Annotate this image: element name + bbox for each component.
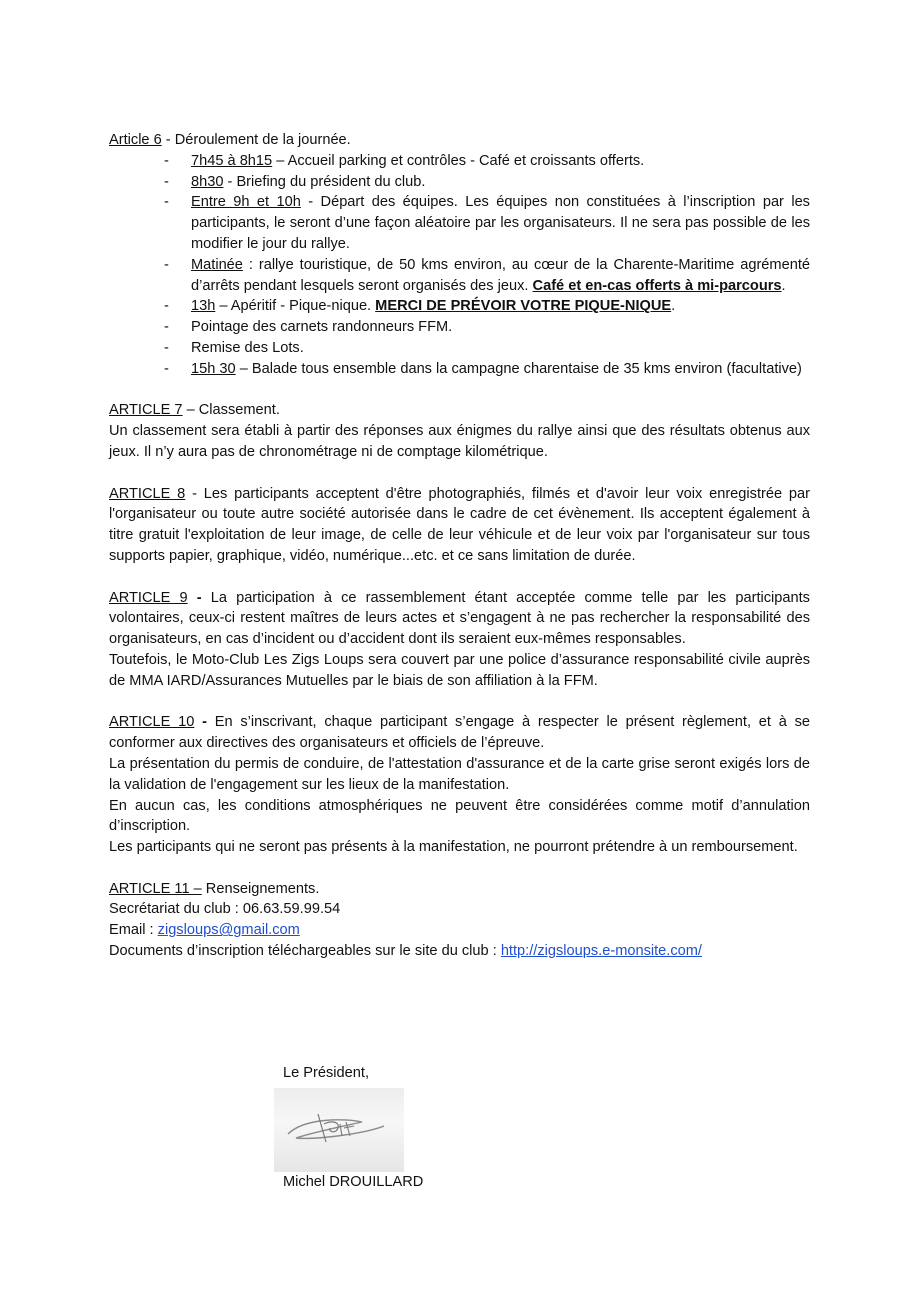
article8-body: - Les participants acceptent d'être photographiés, filmés et d'avoir leur voix enregistrée par l'organisateur ou toute autre société autorisée dans le cadre de cet évènement. Ils acceptent également à titre gratuit l'exploitation de leur image, de celle de leur véhicule et de leur voix par l'organisateur sur tous supports papier, graphique, vidéo, numérique...etc. et ce sans limitation de durée.: [109, 485, 811, 564]
article10-body2: La présentation du permis de conduire, de l'attestation d'assurance et de la carte grise seront exigés lors de la validation de l'engagement sur les lieux de la manifestation.: [109, 755, 810, 793]
article6-schedule-list: [109, 151, 810, 380]
email-link[interactable]: zigsloups@gmail.com: [157, 922, 300, 939]
schedule-emphasis: Café et en-cas offerts à mi-parcours: [532, 277, 782, 294]
dash-marker: -: [164, 360, 169, 377]
dash-marker: -: [164, 173, 169, 190]
list-item: [109, 359, 810, 380]
article7-heading: [109, 400, 810, 421]
article9-paragraph: [109, 588, 810, 650]
dash-marker: -: [164, 194, 169, 211]
schedule-after: .: [671, 298, 676, 315]
schedule-emphasis: MERCI DE PRÉVOIR VOTRE PIQUE-NIQUE: [375, 298, 672, 315]
dash-marker: -: [164, 319, 169, 336]
schedule-time: Matinée: [191, 256, 243, 273]
schedule-time: 15h 30: [191, 360, 236, 377]
schedule-text: – Balade tous ensemble dans la campagne charentaise de 35 kms environ (facultative): [235, 360, 802, 377]
article11-label: ARTICLE 11 –: [109, 880, 202, 897]
article9-body: La participation à ce rassemblement étant acceptée comme telle par les participants volontaires, ceux-ci restent maîtres de leurs actes et s’engagent à ne pas rechercher la responsabilité des organisateurs, en cas d’incident ou d’accident dont ils seraient eux-mêmes responsables.: [109, 589, 810, 648]
dash-marker: -: [164, 152, 169, 169]
schedule-time: 8h30: [191, 173, 224, 190]
article10-body3: En aucun cas, les conditions atmosphériques ne peuvent être considérées comme motif d’annulation d’inscription.: [109, 797, 810, 835]
dash-marker: -: [164, 298, 169, 315]
article10-label: ARTICLE 10: [109, 714, 195, 731]
dash-marker: -: [164, 339, 169, 356]
article7-title: – Classement.: [182, 402, 280, 419]
schedule-after: .: [781, 277, 786, 294]
article9-body2: Toutefois, le Moto-Club Les Zigs Loups sera couvert par une police d’assurance responsabilité civile auprès de MMA IARD/Assurances Mutuelles par le biais de son affiliation à la FFM.: [109, 651, 810, 689]
article10-paragraph: [109, 712, 810, 754]
article7-label: ARTICLE 7: [109, 402, 183, 419]
signature-drawing: [274, 1088, 404, 1172]
article6-heading: [109, 130, 810, 151]
article6-label: Article 6: [109, 132, 162, 148]
signatory-name: Michel DROUILLARD: [283, 1174, 424, 1190]
article9-label: ARTICLE 9: [109, 589, 188, 606]
secretariat-phone: Secrétariat du club : 06.63.59.99.54: [109, 901, 341, 918]
schedule-text: Remise des Lots.: [191, 339, 304, 356]
article6-title: - Déroulement de la journée.: [161, 132, 351, 148]
club-website-link[interactable]: http://zigsloups.e-monsite.com/: [500, 943, 702, 960]
handwritten-signature-icon: [274, 1088, 404, 1172]
schedule-text: – Apéritif - Pique-nique.: [215, 298, 376, 315]
article10-separator: -: [194, 714, 215, 731]
article7-body: Un classement sera établi à partir des réponses aux énigmes du rallye ainsi que des résultats obtenus aux jeux. Il n’y aura pas de chronométrage ni de comptage kilométrique.: [109, 423, 810, 460]
document-body: [109, 130, 810, 962]
schedule-text: - Briefing du président du club.: [223, 173, 426, 190]
article8-paragraph: [109, 484, 810, 567]
article11-heading: [109, 879, 810, 900]
dash-marker: -: [164, 256, 169, 273]
article11-title: Renseignements.: [201, 880, 320, 897]
schedule-text: : rallye touristique, de 50 kms environ, au cœur de la Charente-Maritime agrémenté d’arrêts pendant lesquels seront organisés des jeux.: [191, 256, 810, 294]
signature-role: Le Président,: [283, 1065, 369, 1081]
schedule-text: Pointage des carnets randonneurs FFM.: [191, 319, 453, 336]
schedule-time: Entre 9h et 10h: [191, 194, 301, 211]
article10-body: En s’inscrivant, chaque participant s’engage à respecter le présent règlement, et à se conformer aux directives des organisateurs et officiels de l’épreuve.: [109, 714, 810, 752]
list-item: [109, 192, 810, 254]
email-line: [109, 920, 810, 941]
schedule-time: 13h: [191, 298, 216, 315]
list-item: [109, 172, 810, 193]
docs-line: [109, 941, 810, 962]
list-item: [109, 317, 810, 338]
list-item: [109, 255, 810, 297]
article9-separator: -: [187, 589, 211, 606]
docs-label: Documents d’inscription téléchargeables sur le site du club :: [109, 943, 501, 960]
list-item: [109, 338, 810, 359]
article8-label: ARTICLE 8: [109, 485, 186, 502]
article10-body4: Les participants qui ne seront pas présents à la manifestation, ne pourront prétendre à un remboursement.: [109, 839, 798, 856]
schedule-time: 7h45 à 8h15: [191, 152, 273, 169]
list-item: [109, 296, 810, 317]
schedule-text: – Accueil parking et contrôles - Café et croissants offerts.: [272, 152, 645, 169]
email-label: Email :: [109, 922, 158, 939]
schedule-text: - Départ des équipes. Les équipes non constituées à l’inscription par les participants, le seront d’une façon aléatoire par les organisateurs. Il ne sera pas possible de les modifier le jour du rallye.: [191, 194, 810, 252]
list-item: [109, 151, 810, 172]
